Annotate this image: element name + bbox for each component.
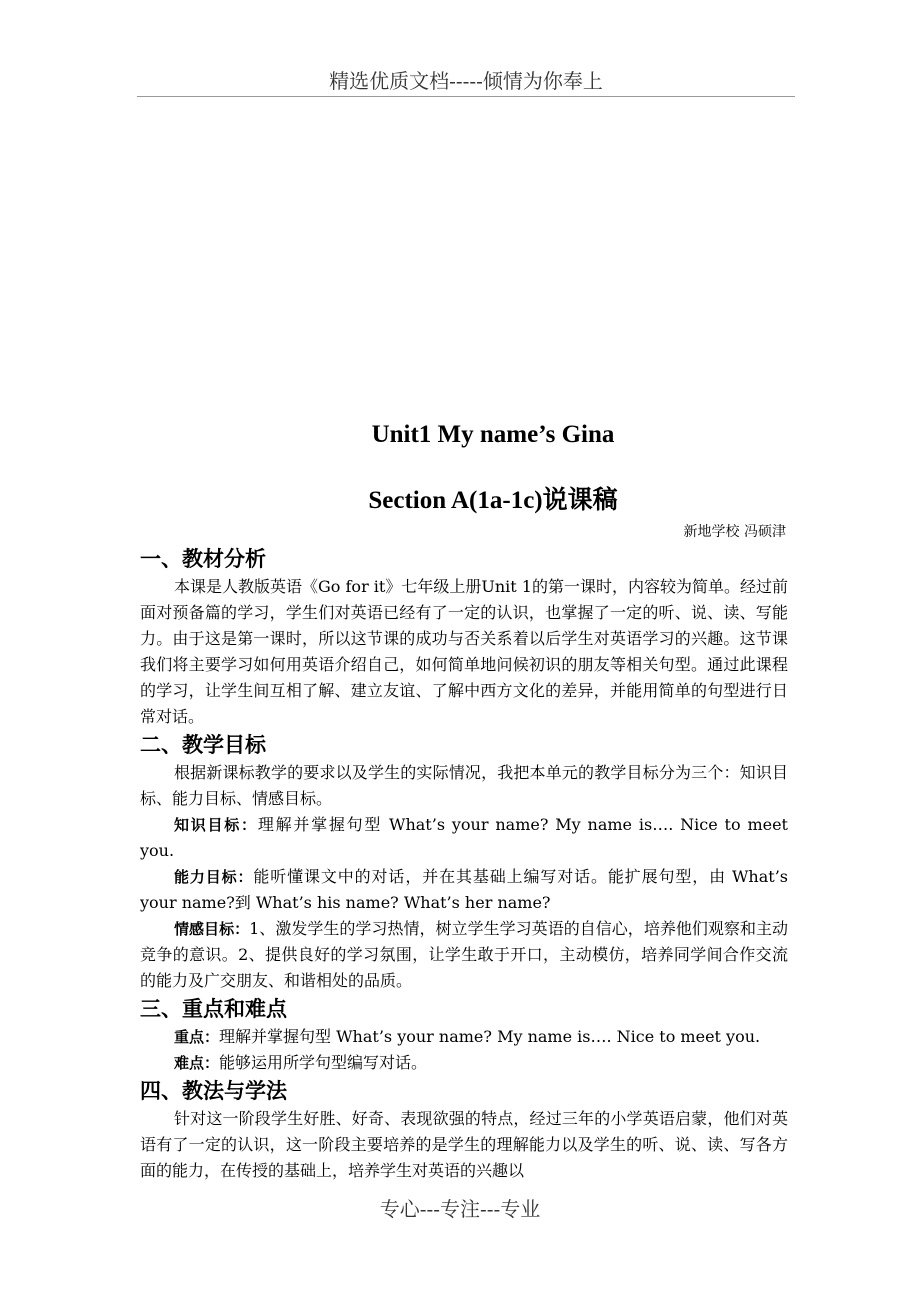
paragraph: 本课是人教版英语《Go for it》七年级上册Unit 1的第一课时，内容较为简单。经过前面对预备篇的学习，学生们对英语已经有了一定的认识，也掌握了一定的听、说、读、写能力。由于这是第一课时，所以这节课的成功与否关系着以后学生对英语学习的兴趣。这节课我们将主要学习如何用英语介绍自己，如何简单地问候初识的朋友等相关句型。通过此课程的学习，让学生间互相了解、建立友谊、了解中西方文化的差异，并能用简单的句型进行日常对话。 (140, 577, 788, 726)
section-textbook-analysis (140, 544, 788, 730)
paragraph-knowledge-objective (140, 812, 788, 864)
paragraph-text: 能够运用所学句型编写对话。 (219, 1053, 428, 1072)
section-heading: 一、教材分析 (140, 547, 266, 571)
paragraph-key-point (140, 1024, 788, 1050)
paragraph-label: 重点： (174, 1028, 220, 1046)
section-teaching-methods (140, 1076, 788, 1184)
paragraph-difficult-point (140, 1050, 788, 1076)
paragraph-text: 能听懂课文中的对话，并在其基础上编写对话。能扩展句型，由 What’s your name?到 What’s his name? What’s her name? (140, 867, 788, 912)
document-subtitle: Section A(1a-1c)说课稿 (368, 487, 618, 514)
section-heading: 二、教学目标 (140, 733, 266, 757)
paragraph: 根据新课标教学的要求以及学生的实际情况，我把本单元的教学目标分为三个：知识目标、能力目标、情感目标。 (140, 763, 788, 808)
page-header: 精选优质文档-----倾情为你奉上 (137, 68, 795, 97)
author-line: 新地学校 冯硕津 (683, 524, 786, 540)
section-heading: 四、教法与学法 (140, 1079, 287, 1103)
document-body (140, 544, 788, 1184)
paragraph-label: 能力目标： (174, 868, 254, 886)
paragraph-emotional-objective (140, 916, 788, 994)
paragraph: 针对这一阶段学生好胜、好奇、表现欲强的特点，经过三年的小学英语启蒙，他们对英语有了一定的认识，这一阶段主要培养的是学生的理解能力以及学生的听、说、读、写各方面的能力，在传授的基础上，培养学生对英语的兴趣以 (140, 1109, 788, 1180)
section-heading: 三、重点和难点 (140, 997, 287, 1021)
document-title: Unit1 My name’s Gina (371, 421, 615, 448)
section-teaching-objectives (140, 730, 788, 994)
paragraph-text: 1、激发学生的学习热情，树立学生学习英语的自信心，培养他们观察和主动竞争的意识。2、提供良好的学习氛围，让学生敢于开口，主动模仿，培养同学间合作交流的能力及广交朋友、和谐相处的品质。 (140, 919, 788, 990)
paragraph-label: 知识目标： (174, 816, 258, 834)
paragraph-label: 情感目标： (174, 920, 250, 938)
paragraph-text: 理解并掌握句型 What’s your name? My name is…. Nice to meet you. (219, 1027, 761, 1046)
section-key-points (140, 994, 788, 1076)
paragraph-ability-objective (140, 864, 788, 916)
paragraph-text: 理解并掌握句型 What’s your name? My name is…. Nice to meet you. (140, 815, 788, 860)
page-footer: 专心---专注---专业 (379, 1197, 541, 1221)
paragraph-label: 难点： (174, 1054, 220, 1072)
